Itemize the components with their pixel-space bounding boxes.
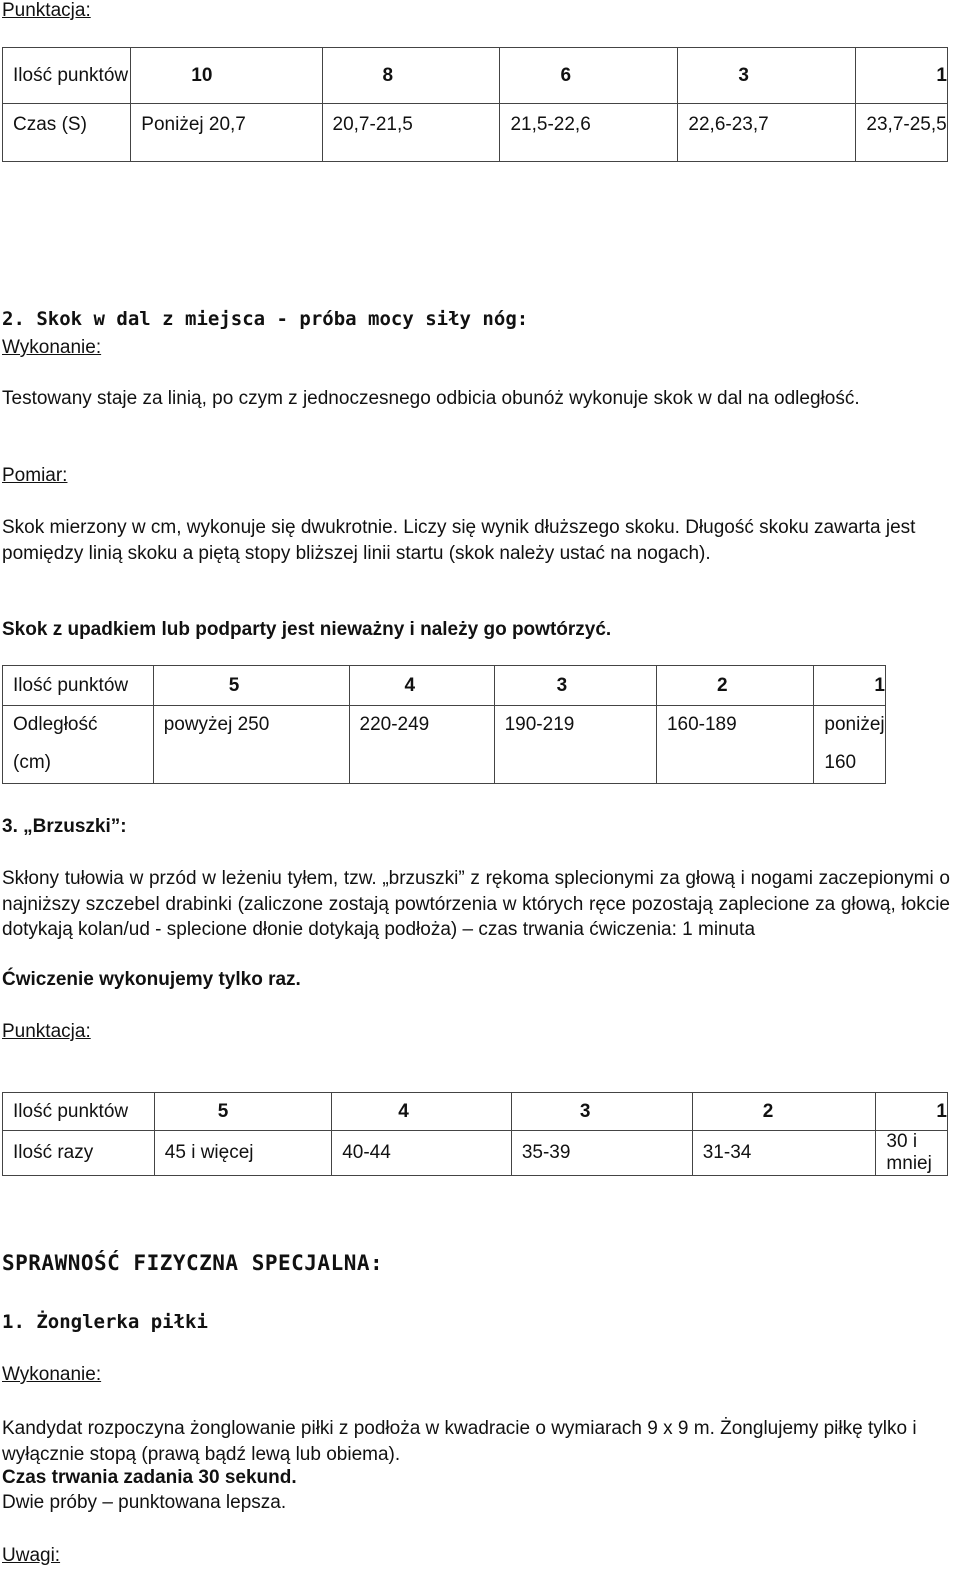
pomiar-text: Skok mierzony w cm, wykonuje się dwukrotnie. Liczy się wynik dłuższego skoku. Długość skoku zawarta jest pomiędzy linią skoku a piętą stopy bliższej linii startu (skok należy ustać na nogach).	[2, 517, 916, 564]
jump-points-table	[2, 665, 886, 784]
table-cell: 1	[814, 666, 886, 706]
table-cell: 20,7-21,5	[322, 104, 500, 162]
cell-line: Odległość	[13, 714, 98, 735]
punktacja-label: Punktacja:	[2, 0, 91, 21]
table-cell: Poniżej 20,7	[131, 104, 322, 162]
cell-line: 160	[824, 752, 857, 773]
warning-text: Skok z upadkiem lub podparty jest nieważny i należy go powtórzyć.	[2, 619, 612, 640]
table-cell: 5	[154, 1093, 331, 1131]
table-cell: 3	[494, 666, 656, 706]
wykonanie-label: Wykonanie:	[2, 337, 102, 358]
table-cell: 160-189	[656, 706, 813, 784]
table-cell: 2	[656, 666, 813, 706]
table-cell: 4	[349, 666, 494, 706]
table-cell: 190-219	[494, 706, 656, 784]
table-cell: powyżej 250	[153, 706, 349, 784]
table-cell: 22,6-23,7	[678, 104, 856, 162]
table-cell: 6	[500, 48, 678, 104]
cell-line: (cm)	[13, 752, 51, 773]
wykonanie-label: Wykonanie:	[2, 1364, 102, 1385]
cell-line: poniżej	[824, 714, 885, 735]
brzuszki-description: Skłony tułowia w przód w leżeniu tyłem, tzw. „brzuszki” z rękoma splecionymi za głową i nogami zaczepionymi o najniższy szczebel drabinki (zaliczone zostają powtórzenia w których ręce pozostają zaplecione za głową, łokcie dotykają kolan/ud - splecione dłonie dotykają podłoża) – czas trwania ćwiczenia: 1 minuta	[2, 868, 950, 940]
table-cell: 1	[876, 1093, 948, 1131]
table-cell: 5	[153, 666, 349, 706]
table-cell: Ilość razy	[3, 1131, 155, 1176]
section-title: 2. Skok w dal z miejsca - próba mocy siły nóg:	[2, 308, 529, 330]
table-cell: 3	[511, 1093, 692, 1131]
table-cell: 40-44	[332, 1131, 512, 1176]
time-points-table	[2, 47, 948, 162]
zonglerka-text: Kandydat rozpoczyna żonglowanie piłki z podłoża w kwadracie o wymiarach 9 x 9 m. Żonglujemy piłkę tylko i wyłącznie stopą (prawą bądź lewą lub obiema).	[2, 1418, 917, 1465]
table-cell: Ilość punktów	[3, 666, 154, 706]
item-title: 1. Żonglerka piłki	[2, 1311, 208, 1333]
punktacja-label: Punktacja:	[2, 1021, 91, 1042]
table-cell: 3	[678, 48, 856, 104]
table-cell: 4	[332, 1093, 512, 1131]
table-cell: 23,7-25,5	[856, 104, 948, 162]
note-text: Ćwiczenie wykonujemy tylko raz.	[2, 969, 301, 990]
table-cell: Ilość punktów	[3, 1093, 155, 1131]
table-cell: 31-34	[692, 1131, 876, 1176]
table-cell: 1	[856, 48, 948, 104]
uwagi-label: Uwagi:	[2, 1545, 61, 1566]
table-cell: 45 i więcej	[154, 1131, 331, 1176]
table-cell: 35-39	[511, 1131, 692, 1176]
table-cell: 2	[692, 1093, 876, 1131]
table-cell: Ilość punktów	[3, 48, 131, 104]
table-cell	[3, 706, 154, 784]
table-cell: 10	[131, 48, 322, 104]
table-cell: 30 i mniej	[876, 1131, 948, 1176]
pomiar-label: Pomiar:	[2, 465, 68, 486]
table-cell: 220-249	[349, 706, 494, 784]
duration-text: Czas trwania zadania 30 sekund.	[2, 1467, 297, 1488]
special-heading: SPRAWNOŚĆ FIZYCZNA SPECJALNA:	[2, 1251, 384, 1275]
situps-points-table	[2, 1092, 948, 1176]
attempts-text: Dwie próby – punktowana lepsza.	[2, 1492, 287, 1513]
wykonanie-text: Testowany staje za linią, po czym z jednoczesnego odbicia obunóż wykonuje skok w dal na odległość.	[2, 388, 860, 409]
table-cell: 8	[322, 48, 500, 104]
section-title: 3. „Brzuszki”:	[2, 816, 127, 837]
table-cell	[814, 706, 886, 784]
table-cell: 21,5-22,6	[500, 104, 678, 162]
table-cell: Czas (S)	[3, 104, 131, 162]
